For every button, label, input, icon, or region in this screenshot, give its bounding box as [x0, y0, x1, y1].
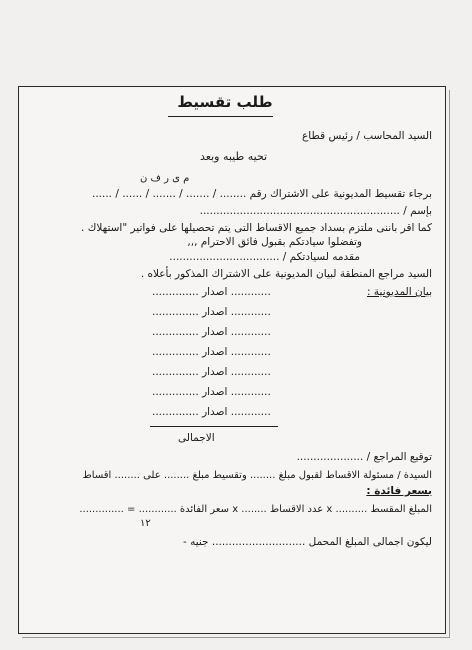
total-amount-line: ليكون اجمالى المبلغ المحمل ............................ جنيه - [182, 536, 432, 548]
debt-row: ............ اصدار .............. [152, 326, 271, 338]
form-title: طلب تقسيط [177, 93, 273, 111]
approval-line: السيدة / مسئولة الاقساط لقبول مبلغ ........ وتقسيط مبلغ ........ على ........ اقساط [82, 470, 432, 481]
formula-line: المبلغ المقسط .......... x عدد الاقساط ........ x سعر الفائدة ............ = .............. [79, 504, 432, 515]
debt-label: بيان المديونية : [367, 286, 432, 298]
pledge-line-2: وتفضلوا سيادتكم بقبول فائق الاحترام ,,, [187, 236, 362, 248]
debt-row: ............ اصدار .............. [152, 286, 271, 298]
debt-row: ............ اصدار .............. [152, 406, 271, 418]
debt-row: ............ اصدار .............. [152, 366, 271, 378]
greeting-line: تحيه طيبه وبعد [200, 150, 268, 163]
submitter-line: مقدمه لسيادتكم / ................................. [169, 251, 360, 263]
name-line: بإسم / ............................................................ [199, 205, 432, 217]
debt-row: ............ اصدار .............. [152, 386, 271, 398]
interest-label: بسعر فائدة : [366, 485, 432, 497]
title-underline [168, 116, 273, 117]
code-letters: م ى ر ف ن [140, 173, 190, 184]
review-line: السيد مراجع المنطقة لبيان المديونية على الاشتراك المذكور بأعلاه . [140, 268, 432, 280]
total-rule [150, 426, 278, 427]
formula-denominator: ١٢ [140, 518, 151, 529]
total-label: الاجمالى [178, 432, 215, 444]
form-border [18, 86, 446, 634]
request-line: برجاء تقسيط المديونية على الاشتراك رقم ........ / ....... / ....... / ...... / ...... [91, 188, 432, 200]
debt-row: ............ اصدار .............. [152, 306, 271, 318]
reviewer-signature: توقيع المراجع / .................... [296, 451, 432, 463]
debt-row: ............ اصدار .............. [152, 346, 271, 358]
addressee-line: السيد المحاسب / رئيس قطاع [302, 130, 432, 142]
pledge-line-1: كما اقر باننى ملتزم بسداد جميع الاقساط التى يتم تحصيلها على فواتير "استهلاك . [81, 222, 432, 234]
